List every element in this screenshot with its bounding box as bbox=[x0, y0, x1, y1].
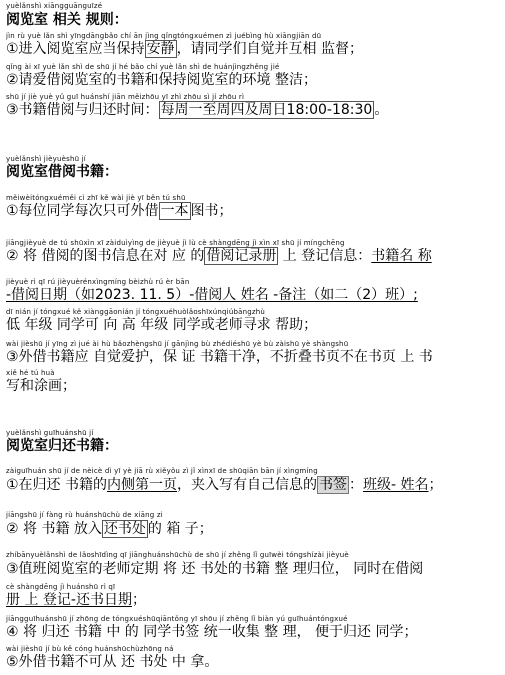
rule-3-text-end: 。 bbox=[374, 102, 389, 118]
borrow-3-pinyin: wài jièshū jí yīng zì jué ài hù bǎozhèngshū jí gānjìng bù zhédiéshū yè bù zàishū yè shàngshū bbox=[6, 340, 349, 348]
rules-title-pinyin: yuèlǎnshì xiāngguānguīzé bbox=[6, 2, 103, 10]
borrow-1-text-start: ①每位同学每次只可外借 bbox=[6, 203, 159, 219]
return-5-pinyin: wài jièshū jí bù kě cóng huánshūchùzhōng ná bbox=[6, 645, 174, 653]
return-1-underlined: 内侧第一页 bbox=[107, 477, 178, 493]
return-5: ⑤外借书籍不可从 还 书处 中 拿。 bbox=[6, 654, 219, 670]
return-3-line2-pinyin: cè shàngdēng jì huánshū rì qī bbox=[6, 583, 116, 591]
rule-2-pinyin: qǐng ài xī yuè lǎn shì de shū jí hé bǎo chí yuè lǎn shì de huánjìngzhěng jié bbox=[6, 63, 280, 71]
return-4-pinyin: jiāngguīhuánshū jí zhōng de tóngxuéshūqiāntǒng yī shōu jí zhěng lǐ biàn yú guīhuántóngxué bbox=[6, 615, 348, 623]
return-1-underlined-2: 班级- 姓名 bbox=[363, 477, 429, 493]
borrow-2 bbox=[6, 247, 432, 265]
rules-title: 阅览室 相关 规则： bbox=[6, 12, 128, 28]
return-2 bbox=[6, 520, 213, 538]
borrow-3-line2: 写和涂画； bbox=[6, 378, 76, 394]
borrow-3: ③外借书籍应 自觉爱护，保 证 书籍干净，不折叠书页不在书页 上 书 bbox=[6, 349, 433, 365]
rule-1-text-start: ①进入阅览室应当保持 bbox=[6, 41, 145, 57]
rule-1-text-end: ，请同学们自觉并互相 监督； bbox=[176, 41, 364, 57]
return-2-pinyin: jiāngshū jí fàng rù huánshūchù de xiāng zi bbox=[6, 511, 163, 519]
borrow-1 bbox=[6, 202, 233, 220]
rule-1-boxed-word: 安静 bbox=[146, 41, 175, 57]
borrow-title-pinyin: yuèlǎnshì jièyuèshū jí bbox=[6, 155, 86, 163]
return-title: 阅览室归还书籍： bbox=[6, 438, 118, 454]
return-4: ④ 将 归还 书籍 中 的 同学书签 统一收集 整 理， 便于归还 同学； bbox=[6, 624, 418, 640]
return-title-pinyin: yuèlǎnshì guīhuánshū jí bbox=[6, 429, 94, 437]
borrow-1-pinyin: měiwèitóngxuéměi cì zhī kě wài jiè yī běn tú shū bbox=[6, 194, 186, 202]
return-2-text-start: ② 将 书籍 放入 bbox=[6, 521, 102, 537]
borrow-1-boxed-word: 一本 bbox=[160, 203, 189, 219]
return-1 bbox=[6, 476, 443, 494]
borrow-1-text-end: 图书； bbox=[190, 203, 233, 219]
borrow-2-text-start: ② 将 借阅的图书信息在对 应 的 bbox=[6, 248, 205, 264]
return-3-end: ； bbox=[131, 592, 146, 608]
return-1-boxed-word: 书签 bbox=[319, 477, 348, 493]
return-1-text-start: ①在归还 书籍的 bbox=[6, 477, 108, 493]
return-3: ③值班阅览室的老师定期 将 还 书处的书籍 整 理归位， 同时在借阅 bbox=[6, 561, 424, 577]
rule-3-boxed-time: 每周一至周四及周日18:00-18:30 bbox=[160, 102, 373, 118]
borrow-2-line2: -借阅日期（如2023. 11. 5）-借阅人 姓名 -备注（如二（2）班）; bbox=[6, 287, 418, 303]
borrow-2-line3: 低 年级 同学可 向 高 年级 同学或老师寻求 帮助； bbox=[6, 317, 318, 333]
rule-2: ②请爱借阅览室的书籍和保持阅览室的环境 整洁； bbox=[6, 72, 317, 88]
borrow-2-line2-pinyin: jièyuè rì qī rú jièyuèrénxìngmíng bèizhù rú èr bān bbox=[6, 278, 190, 286]
borrow-2-line3-pinyin: dī nián jí tóngxué kě xiànggāonián jí tóngxuéhuòlǎoshīxúnqiúbāngzhù bbox=[6, 308, 266, 316]
borrow-2-text-mid: 上 登记信息： bbox=[278, 248, 372, 264]
borrow-2-boxed-word: 借阅记录册 bbox=[206, 248, 277, 264]
return-2-boxed-word: 还书处 bbox=[103, 521, 146, 537]
borrow-2-underlined: 书籍名 称 bbox=[371, 248, 432, 264]
return-3-underlined: 册 上 登记-还书日期 bbox=[6, 592, 132, 608]
rule-1-pinyin: jìn rù yuè lǎn shì yīngdāngbǎo chí ān jìng qǐngtóngxuémen zì juébìng hù xiāngjiān dū bbox=[6, 32, 322, 40]
borrow-2-pinyin: jiāngjièyuè de tú shūxìn xī zàiduìyìng de jièyuè jì lù cè shàngdēng jì xìn xī shū jí míngchēng bbox=[6, 239, 345, 247]
borrow-3-line2-pinyin: xiě hé tú huà bbox=[6, 369, 55, 377]
return-2-text-end: 的 箱 子； bbox=[147, 521, 213, 537]
return-3-pinyin: zhíbānyuèlǎnshì de lǎoshīdìng qī jiānghuánshūchù de shū jí zhěng lǐ guīwèi tóngshízài jièyuè bbox=[6, 551, 349, 559]
rule-1 bbox=[6, 40, 363, 58]
rule-3-text-start: ③书籍借阅与归还时间： bbox=[6, 102, 159, 118]
return-1-colon: ： bbox=[349, 477, 364, 493]
borrow-title: 阅览室借阅书籍： bbox=[6, 164, 118, 180]
return-1-text-mid: ，夹入写有自己信息的 bbox=[177, 477, 318, 493]
rule-3 bbox=[6, 101, 388, 119]
return-1-pinyin: zàiguīhuán shū jí de nèicè dì yī yè jiā rù xiěyǒu zì jǐ xìnxī de shūqiān bān jí xìngmíng bbox=[6, 467, 318, 475]
rule-3-pinyin: shū jí jiè yuè yǔ guī huánshí jiān měizhōu yī zhì zhōu sì jí zhōu rì bbox=[6, 93, 245, 101]
return-3-line2 bbox=[6, 591, 146, 609]
return-1-end: ； bbox=[428, 477, 443, 493]
